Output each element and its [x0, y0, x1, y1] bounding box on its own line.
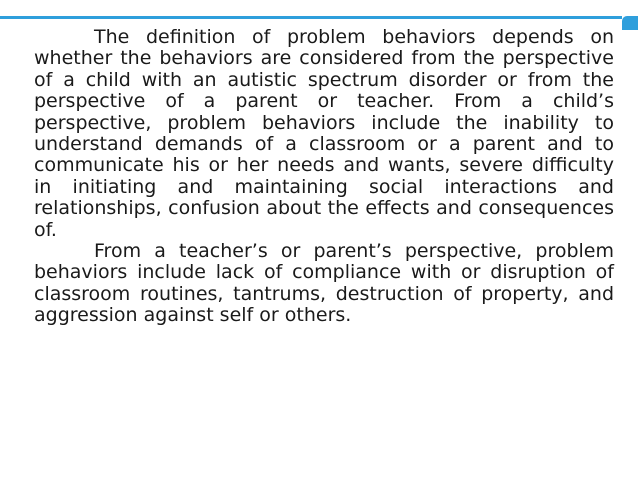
paragraph-child-perspective: The definition of problem behaviors depends on whether the behaviors are considered from the perspective of a child with an autistic spectrum disorder or from the perspective of a parent or teacher. From a child’s perspective, problem behaviors include the inability to understand demands of a classroom or a parent and to communicate his or her needs and wants, severe difficulty in initiating and maintaining social interactions and relationships, confusion about the effects and consequences of.: [34, 26, 614, 241]
slide-body-text: [34, 27, 614, 327]
paragraph-teacher-parent-perspective: From a teacher’s or parent’s perspective, problem behaviors include lack of compliance with or disruption of classroom routines, tantrums, destruction of property, and aggression against self or others.: [34, 240, 614, 327]
top-right-accent-tab: [622, 16, 638, 30]
top-accent-bar: [0, 16, 622, 19]
